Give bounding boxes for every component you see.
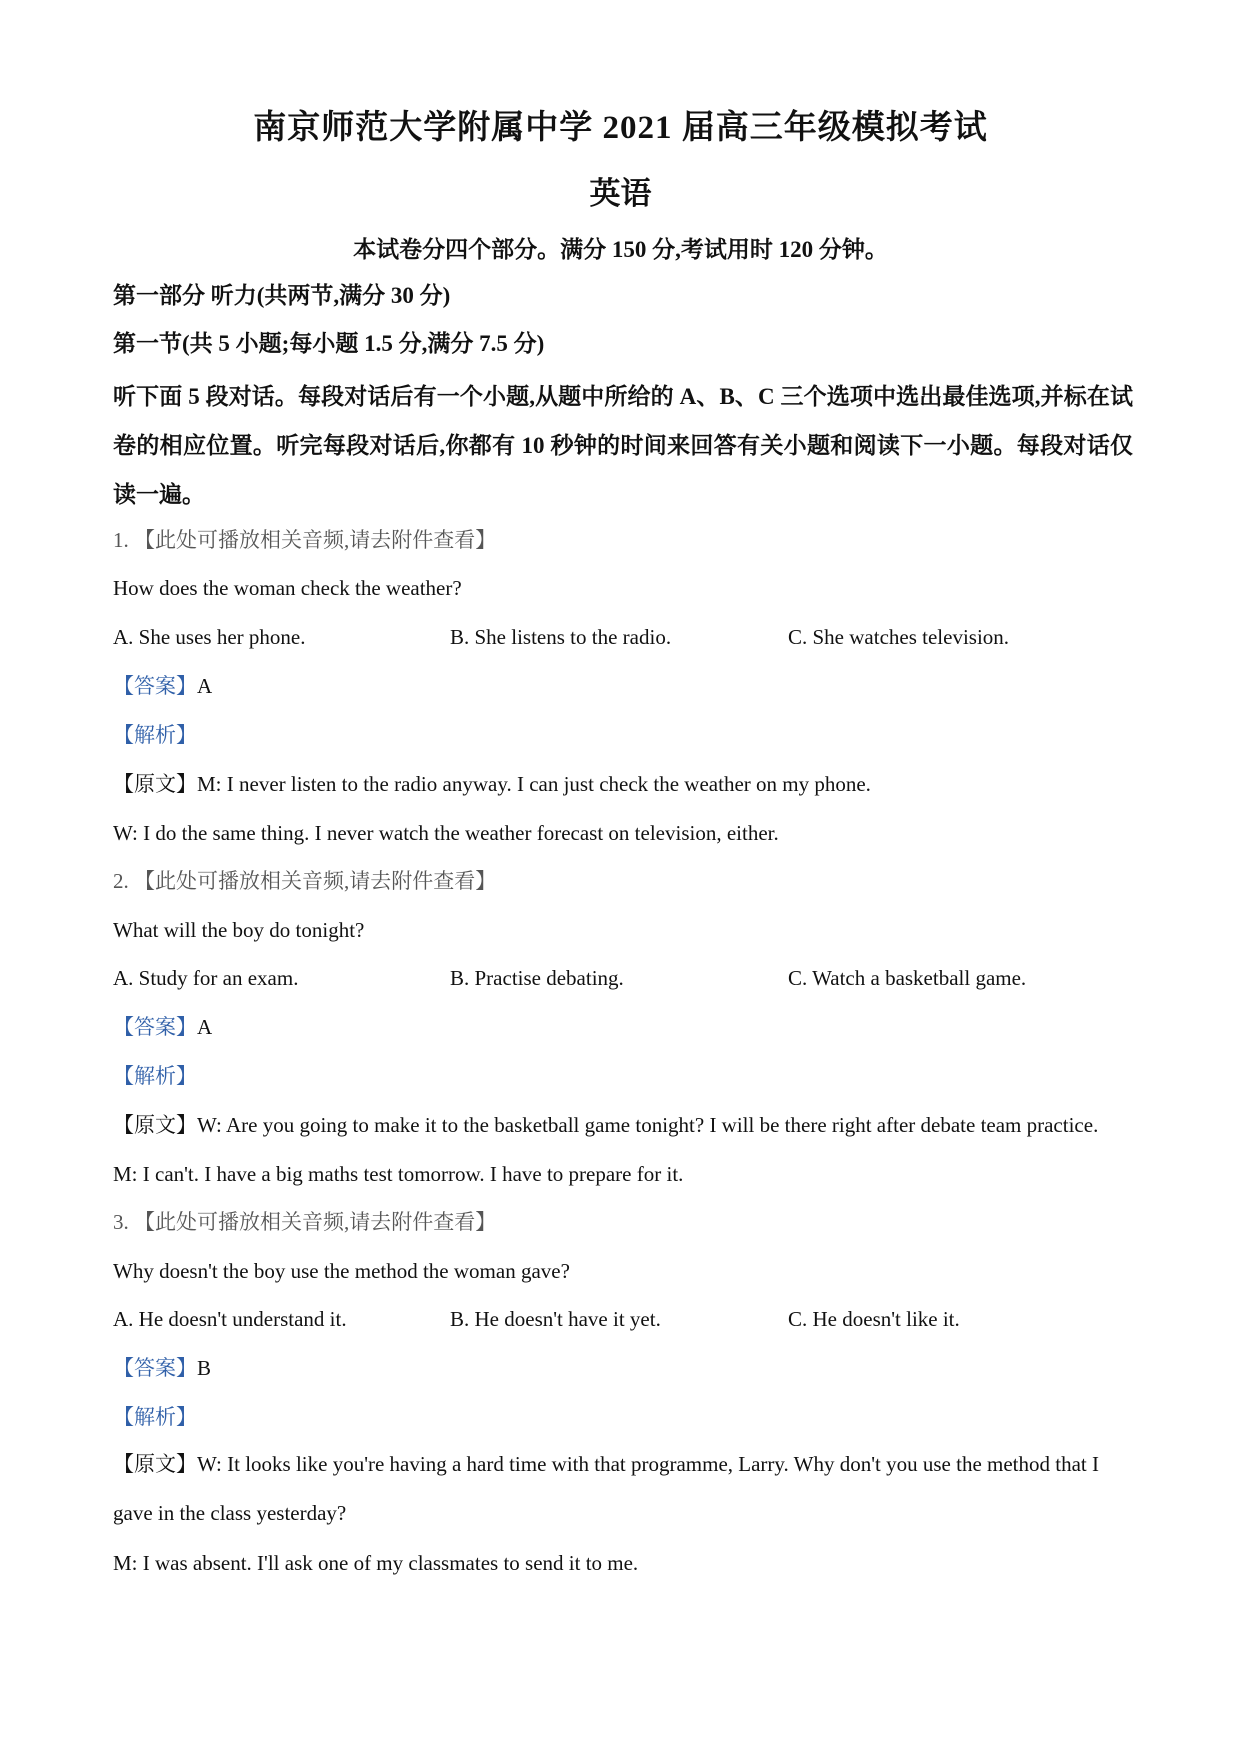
q1-answer-value: A: [197, 674, 213, 698]
q3-answer-label: 【答案】: [113, 1356, 197, 1380]
q1-audio-label: 【此处可播放相关音频,请去附件查看】: [134, 528, 497, 552]
q2-option-b: B. Practise debating.: [450, 966, 624, 990]
section1-heading: 第一节(共 5 小题;每小题 1.5 分,满分 7.5 分): [113, 331, 545, 356]
q1-transcript-1-text: M: I never listen to the radio anyway. I can just check the weather on my phone.: [197, 772, 871, 796]
q3-transcript-2: M: I was absent. I'll ask one of my classmates to send it to me.: [113, 1551, 639, 1575]
q2-answer-value: A: [197, 1015, 213, 1039]
q1-original-label: 【原文】: [113, 772, 197, 796]
q3-option-b: B. He doesn't have it yet.: [450, 1307, 661, 1331]
q3-transcript-1-text: W: It looks like you're having a hard time with that programme, Larry. Why don't you use the method that I gave in the class yesterday?: [113, 1452, 1099, 1525]
q2-option-c: C. Watch a basketball game.: [788, 966, 1027, 990]
q3-audio-label: 【此处可播放相关音频,请去附件查看】: [134, 1210, 497, 1234]
q3-answer: [113, 1354, 211, 1382]
q2-audio[interactable]: [113, 867, 496, 895]
q2-original-label: 【原文】: [113, 1113, 197, 1137]
q1-number: 1.: [113, 528, 129, 552]
q2-audio-label: 【此处可播放相关音频,请去附件查看】: [134, 869, 497, 893]
exam-intro: 本试卷分四个部分。满分 150 分,考试用时 120 分钟。: [353, 237, 888, 262]
q2-transcript-2: M: I can't. I have a big maths test tomorrow. I have to prepare for it.: [113, 1162, 684, 1186]
q2-transcript-1: [113, 1111, 1098, 1139]
q3-original-label: 【原文】: [113, 1452, 197, 1476]
q2-question: What will the boy do tonight?: [113, 918, 365, 942]
q2-number: 2.: [113, 869, 129, 893]
q3-option-c: C. He doesn't like it.: [788, 1307, 960, 1331]
q1-analysis-label: 【解析】: [113, 723, 197, 747]
q1-option-c: C. She watches television.: [788, 625, 1010, 649]
exam-subject: 英语: [589, 176, 652, 211]
part1-heading: 第一部分 听力(共两节,满分 30 分): [113, 283, 451, 308]
q1-transcript-1: [113, 770, 871, 798]
q3-analysis-label: 【解析】: [113, 1405, 197, 1429]
q1-option-b: B. She listens to the radio.: [450, 625, 672, 649]
q3-option-a: A. He doesn't understand it.: [113, 1307, 347, 1331]
q1-audio[interactable]: [113, 526, 496, 554]
section1-instruction: 听下面 5 段对话。每段对话后有一个小题,从题中所给的 A、B、C 三个选项中选出最佳选项,并标在试卷的相应位置。听完每段对话后,你都有 10 秒钟的时间来回答有关小题和阅读下一小题。每段对话仅读一遍。: [113, 384, 1133, 507]
q2-transcript-1-text: W: Are you going to make it to the basketball game tonight? I will be there right after debate team practice.: [197, 1113, 1099, 1137]
exam-title: 南京师范大学附属中学 2021 届高三年级模拟考试: [253, 110, 988, 146]
q1-option-a: A. She uses her phone.: [113, 625, 306, 649]
q2-option-a: A. Study for an exam.: [113, 966, 299, 990]
q3-audio[interactable]: [113, 1208, 496, 1236]
q3-number: 3.: [113, 1210, 129, 1234]
q2-answer: [113, 1013, 212, 1041]
q3-question: Why doesn't the boy use the method the woman gave?: [113, 1259, 570, 1283]
q2-answer-label: 【答案】: [113, 1015, 197, 1039]
q2-analysis-label: 【解析】: [113, 1064, 197, 1088]
q1-transcript-2: W: I do the same thing. I never watch the weather forecast on television, either.: [113, 821, 779, 845]
q3-transcript-1: [113, 1440, 1129, 1538]
q1-question: How does the woman check the weather?: [113, 576, 462, 600]
q1-answer-label: 【答案】: [113, 674, 197, 698]
q1-answer: [113, 672, 212, 700]
q3-answer-value: B: [197, 1356, 212, 1380]
